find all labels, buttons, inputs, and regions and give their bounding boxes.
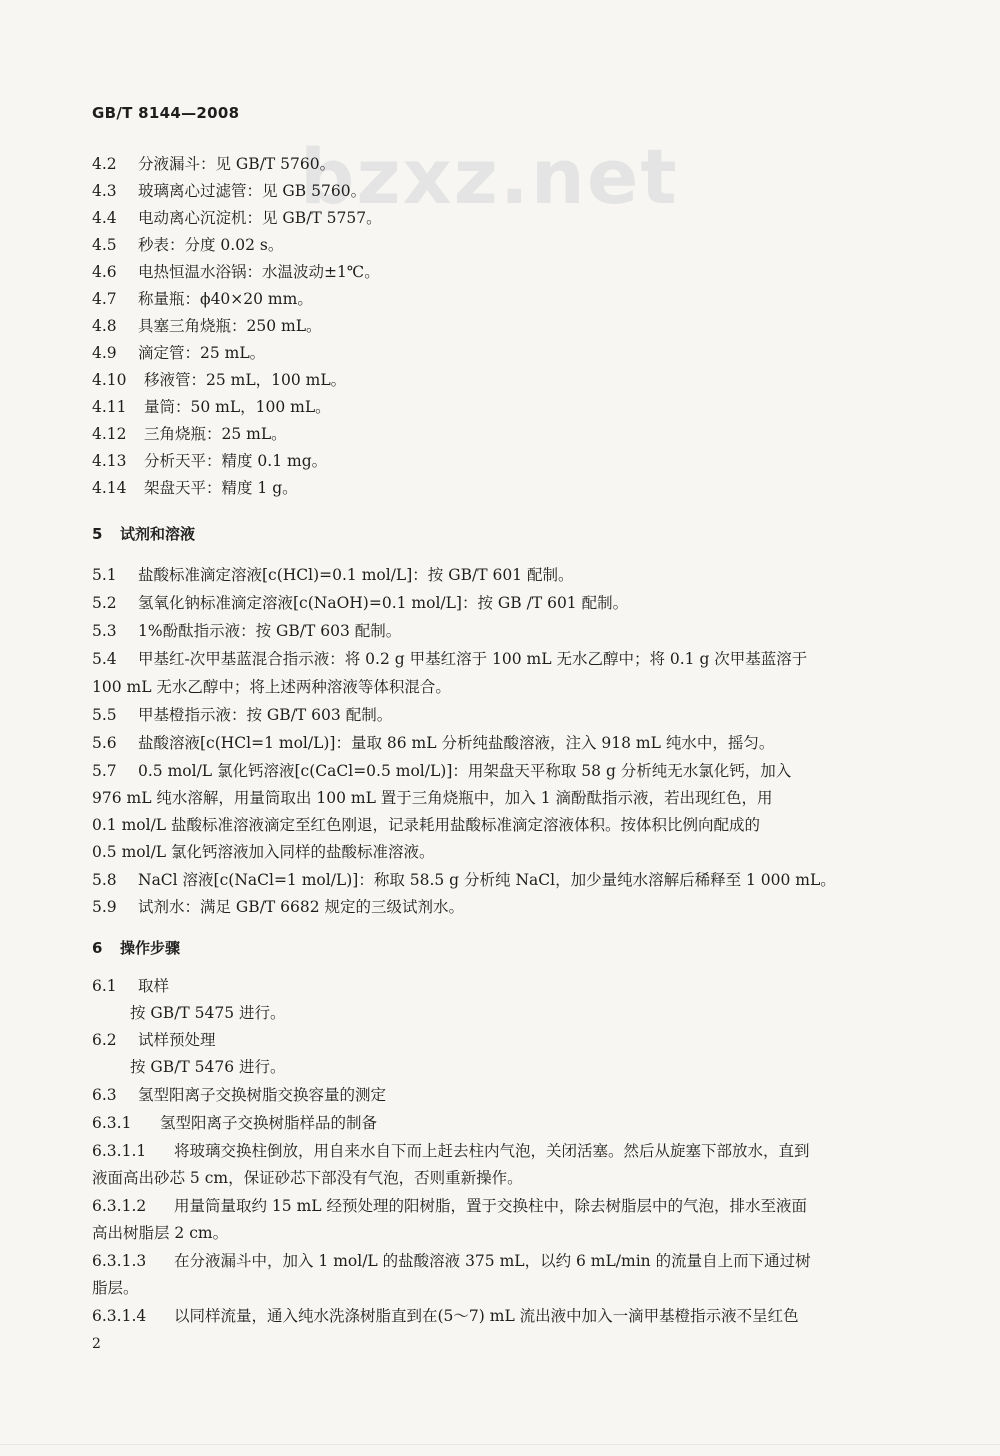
list-item: 5.7 0.5 mol/L 氯化钙溶液[c(CaCl=0.5 mol/L)]：用架盘天平称取 58 g 分析纯无水氯化钙，加入 xyxy=(92,762,792,780)
list-item: 6.3.1 氢型阳离子交换树脂样品的制备 xyxy=(92,1114,378,1132)
list-item: 4.9 滴定管：25 mL。 xyxy=(92,344,266,362)
list-item: 4.3 玻璃离心过滤管：见 GB 5760。 xyxy=(92,182,367,200)
list-item-continued: 高出树脂层 2 cm。 xyxy=(92,1224,229,1242)
page-number: 2 xyxy=(92,1336,101,1352)
list-item: 6.3.1.1 将玻璃交换柱倒放，用自来水自下而上赶去柱内气泡，关闭活塞。然后从旋塞下部放水，直到 xyxy=(92,1142,810,1160)
list-item-continued: 按 GB/T 5475 进行。 xyxy=(130,1004,286,1022)
list-item-continued: 0.1 mol/L 盐酸标准溶液滴定至红色刚退，记录耗用盐酸标准滴定溶液体积。按体积比例向配成的 xyxy=(92,816,761,834)
list-item: 5.3 1%酚酞指示液：按 GB/T 603 配制。 xyxy=(92,622,402,640)
section-heading: 5 试剂和溶液 xyxy=(92,525,196,543)
list-item: 5.4 甲基红-次甲基蓝混合指示液：将 0.2 g 甲基红溶于 100 mL 无水乙醇中；将 0.1 g 次甲基蓝溶于 xyxy=(92,650,808,668)
standard-number-header: GB/T 8144—2008 xyxy=(92,104,240,122)
list-item: 5.1 盐酸标准滴定溶液[c(HCl)=0.1 mol/L]：按 GB/T 601 配制。 xyxy=(92,566,574,584)
list-item: 4.4 电动离心沉淀机：见 GB/T 5757。 xyxy=(92,209,382,227)
list-item-continued: 0.5 mol/L 氯化钙溶液加入同样的盐酸标准溶液。 xyxy=(92,843,435,861)
list-item: 4.7 称量瓶：ϕ40×20 mm。 xyxy=(92,290,313,308)
list-item-continued: 100 mL 无水乙醇中；将上述两种溶液等体积混合。 xyxy=(92,678,451,696)
list-item: 5.8 NaCl 溶液[c(NaCl=1 mol/L)]：称取 58.5 g 分析纯 NaCl，加少量纯水溶解后稀释至 1 000 mL。 xyxy=(92,871,836,889)
list-item: 4.11 量筒：50 mL，100 mL。 xyxy=(92,398,331,416)
page-edge-divider xyxy=(0,1444,1000,1445)
list-item: 5.6 盐酸溶液[c(HCl=1 mol/L)]：量取 86 mL 分析纯盐酸溶液，注入 918 mL 纯水中，摇匀。 xyxy=(92,734,775,752)
list-item-continued: 976 mL 纯水溶解，用量筒取出 100 mL 置于三角烧瓶中，加入 1 滴酚酞指示液，若出现红色，用 xyxy=(92,789,773,807)
list-item: 4.12 三角烧瓶：25 mL。 xyxy=(92,425,287,443)
list-item: 4.5 秒表：分度 0.02 s。 xyxy=(92,236,284,254)
list-item: 4.2 分液漏斗：见 GB/T 5760。 xyxy=(92,155,336,173)
watermark: bzxz.net xyxy=(300,132,679,221)
list-item: 5.9 试剂水：满足 GB/T 6682 规定的三级试剂水。 xyxy=(92,898,465,916)
list-item: 5.5 甲基橙指示液：按 GB/T 603 配制。 xyxy=(92,706,393,724)
section-heading: 6 操作步骤 xyxy=(92,939,181,957)
list-item: 6.3 氢型阳离子交换树脂交换容量的测定 xyxy=(92,1086,387,1104)
list-item: 6.3.1.3 在分液漏斗中，加入 1 mol/L 的盐酸溶液 375 mL，以约 6 mL/min 的流量自上而下通过树 xyxy=(92,1252,811,1270)
list-item: 4.8 具塞三角烧瓶：250 mL。 xyxy=(92,317,322,335)
list-item: 6.3.1.2 用量筒量取约 15 mL 经预处理的阳树脂，置于交换柱中，除去树脂层中的气泡，排水至液面 xyxy=(92,1197,807,1215)
list-item-continued: 液面高出砂芯 5 cm，保证砂芯下部没有气泡，否则重新操作。 xyxy=(92,1169,523,1187)
list-item: 6.1 取样 xyxy=(92,977,170,995)
list-item-continued: 脂层。 xyxy=(92,1279,139,1297)
list-item: 5.2 氢氧化钠标准滴定溶液[c(NaOH)=0.1 mol/L]：按 GB /T 601 配制。 xyxy=(92,594,629,612)
list-item: 4.14 架盘天平：精度 1 g。 xyxy=(92,479,298,497)
list-item: 6.3.1.4 以同样流量，通入纯水洗涤树脂直到在(5～7) mL 流出液中加入一滴甲基橙指示液不呈红色 xyxy=(92,1307,799,1325)
list-item: 4.10 移液管：25 mL，100 mL。 xyxy=(92,371,347,389)
list-item: 4.13 分析天平：精度 0.1 mg。 xyxy=(92,452,328,470)
list-item-continued: 按 GB/T 5476 进行。 xyxy=(130,1058,286,1076)
list-item: 4.6 电热恒温水浴锅：水温波动±1℃。 xyxy=(92,263,380,281)
list-item: 6.2 试样预处理 xyxy=(92,1031,216,1049)
